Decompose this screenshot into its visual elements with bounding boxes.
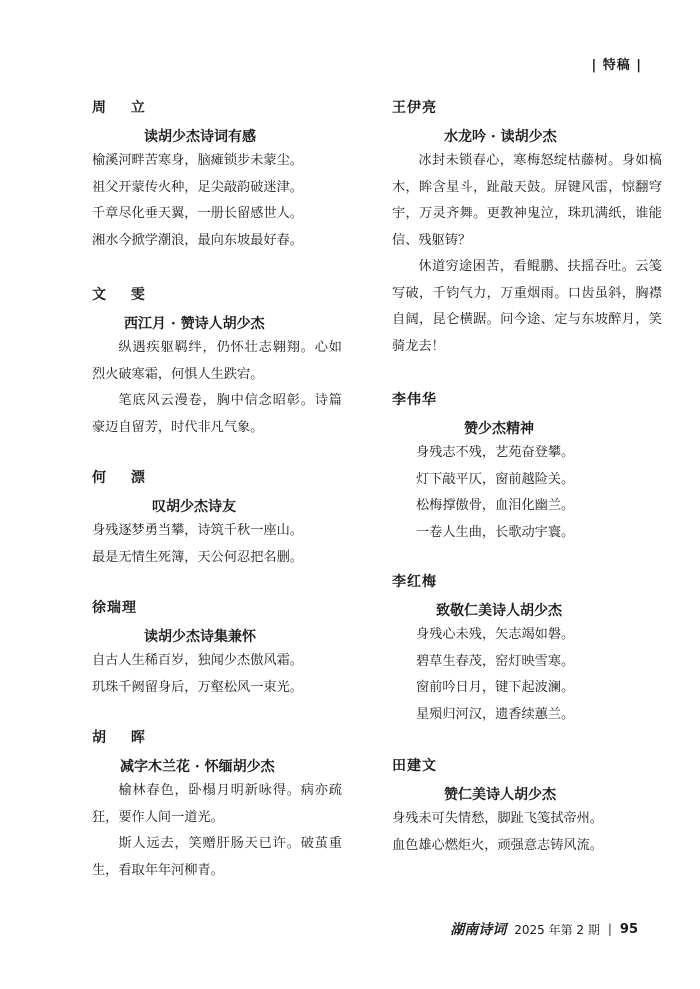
- poem: [392, 572, 662, 728]
- poem-author: 李伟华: [392, 392, 437, 408]
- poem-author: 周 立: [92, 100, 155, 116]
- poem: [392, 390, 662, 546]
- poem-author: 胡 晖: [92, 730, 155, 746]
- poem-line: 自古人生稀百岁，独闻少杰傲风霜。: [92, 653, 303, 668]
- poem-title: 叹胡少杰诗友: [152, 499, 236, 515]
- poem-paragraph: 榆林春色，卧榻月明新咏得。病亦疏狂，要作人间一道光。: [92, 783, 342, 825]
- poem-author: 徐瑞理: [92, 600, 137, 616]
- page-number: 95: [619, 921, 638, 937]
- section-tag: | 特稿 |: [591, 58, 642, 73]
- poem-author: 何 漂: [92, 470, 155, 486]
- poem: [392, 98, 662, 360]
- poem-paragraph: 笔底风云漫卷，胸中信念昭彰。诗篇豪迈自留芳，时代非凡气象。: [92, 393, 342, 435]
- page-footer: [450, 919, 638, 939]
- poem-author: 李红梅: [392, 574, 437, 590]
- poem-line: 湘水今掀学潮浪，最向东坡最好春。: [92, 232, 303, 248]
- poem: [392, 756, 662, 859]
- poem-title: 赞少杰精神: [464, 421, 534, 437]
- poem-line: 松梅撑傲骨，血泪化幽兰。: [416, 498, 575, 513]
- poem: [92, 728, 342, 884]
- poem-title: 致敬仁美诗人胡少杰: [436, 603, 562, 619]
- poem-line: 灯下敲平仄，窗前越险关。: [416, 471, 575, 487]
- poem-line: 星殒归河汉，遗香续蕙兰。: [416, 706, 575, 722]
- poem-title: 读胡少杰诗集兼怀: [144, 629, 256, 645]
- poem-line: 血色雄心燃炬火，顽强意志铸风流。: [392, 837, 603, 853]
- poem: [92, 598, 342, 701]
- poem-line: 最是无情生死簿，天公何忍把名删。: [92, 549, 303, 565]
- poem-line: 窗前吟日月，键下起波澜。: [416, 680, 575, 695]
- poem-title: 西江月 · 赞诗人胡少杰: [124, 316, 265, 332]
- poem-line: 一卷人生曲，长歌动宇寰。: [416, 524, 575, 540]
- poem-line: 玑珠千阙留身后，万壑松风一束光。: [92, 679, 303, 695]
- poem: [92, 468, 342, 571]
- poem-author: 田建文: [392, 758, 437, 774]
- poem-paragraph: 斯人远去，笑赠肝肠天已许。破茧重生，看取年年河柳青。: [92, 836, 342, 878]
- poem-paragraph: 纵遇疾躯羁绊，仍怀壮志翱翔。心如烈火破寒霜，何惧人生跌宕。: [92, 340, 342, 382]
- poem: [92, 98, 342, 254]
- poem-line: 身残志不残，艺苑奋登攀。: [416, 445, 575, 460]
- poem-paragraph: 冰封未锁春心，寒梅怒绽枯藤树。身如槁木，眸含星斗，趾敲天鼓。屏键风雷，惊翻穹宇，万灵齐舞。更教神鬼泣，珠玑满纸，谁能信、残躯铸？: [392, 153, 662, 248]
- poem-paragraph: 休道穷途困苦，看鲲鹏、扶摇吞吐。云笺写破，千钧气力，万重烟雨。口齿虽斜，胸襟自阔，昆仑横踞。问今途、定与东坡醉月，笑骑龙去！: [392, 259, 662, 354]
- poem-title: 减字木兰花 · 怀缅胡少杰: [120, 759, 275, 775]
- poem-line: 碧草生春茂，窑灯映雪寒。: [416, 653, 575, 669]
- magazine-logo: 湖南诗词: [450, 922, 507, 938]
- poem-title: 赞仁美诗人胡少杰: [444, 787, 556, 803]
- footer-divider: |: [607, 922, 612, 936]
- poem-line: 千章尽化垂天翼，一册长留感世人。: [92, 206, 303, 221]
- poem-author: 文 雯: [92, 287, 155, 303]
- poem-author: 王伊亮: [392, 100, 437, 116]
- issue-label: 2025 年第 2 期: [514, 922, 600, 937]
- poem-line: 身残未可失情愁，脚趾飞笺拭帝州。: [392, 811, 603, 826]
- poem-line: 榆溪河畔苦寒身，脑瘫锁步未蒙尘。: [92, 153, 303, 168]
- poem-line: 祖父开蒙传火种，足尖敲韵破迷津。: [92, 179, 303, 195]
- poem: [92, 285, 342, 441]
- poem-line: 身残心未残，矢志竭如磐。: [416, 627, 575, 642]
- poem-title: 水龙吟 · 读胡少杰: [444, 129, 557, 145]
- poem-title: 读胡少杰诗词有感: [144, 129, 256, 145]
- poem-line: 身残逐梦勇当攀，诗筑千秋一座山。: [92, 523, 303, 538]
